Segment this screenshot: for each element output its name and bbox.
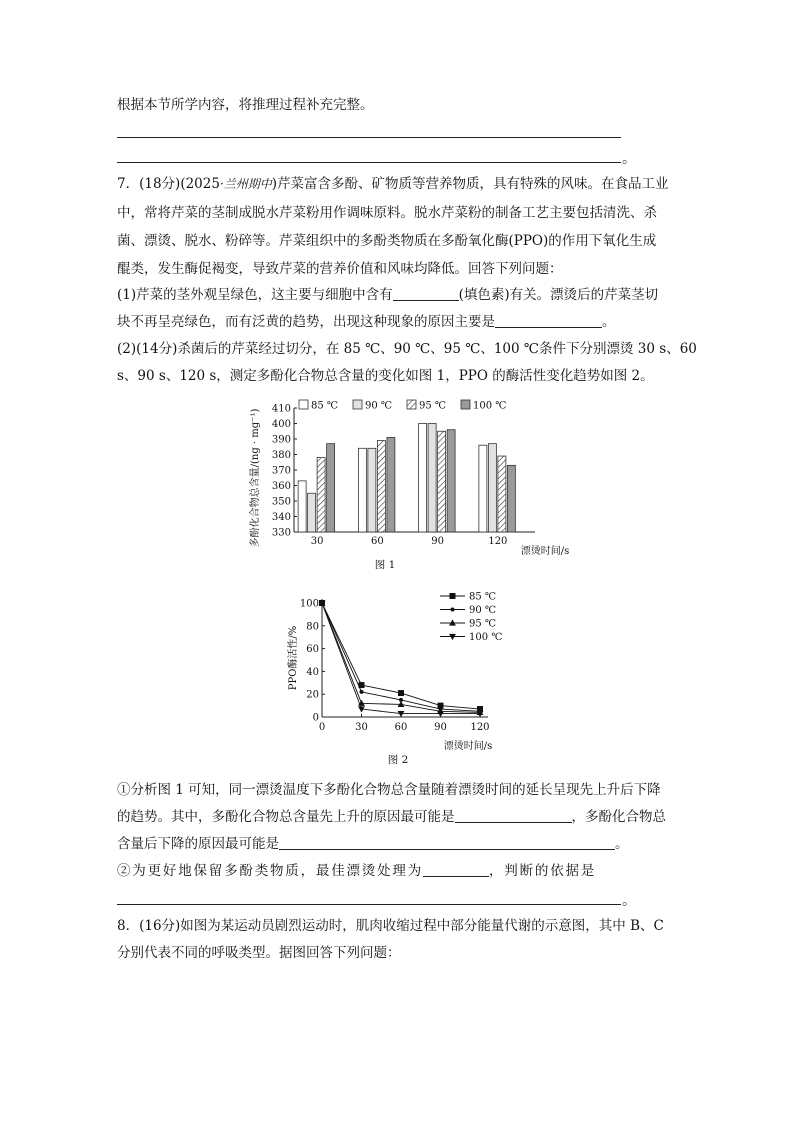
bar-85C-120s: [479, 445, 487, 532]
y-tick-label: 350: [271, 496, 291, 508]
x-tick-label: 90: [434, 722, 447, 733]
q7-part2-line-2: s、90 s、120 s，测定多酚化合物总含量的变化如图 1，PPO 的酶活性变化趋势如图 2。: [117, 368, 654, 384]
bar-100C-120s: [507, 465, 515, 532]
bar-90C-30s: [308, 493, 316, 532]
q8-stem-line-2: 分别代表不同的呼吸类型。据图回答下列问题：: [117, 945, 401, 961]
figure-2-line-chart: [283, 583, 533, 765]
q7-stem-line-3: 菌、漂烫、脱水、粉碎等。芹菜组织中的多酚类物质在多酚氧化酶(PPO)的作用下氧化生成: [117, 233, 657, 249]
y-tick-label: 380: [271, 450, 291, 461]
y-tick-label: 330: [271, 527, 291, 539]
x-axis-label: 漂烫时间/s: [520, 546, 570, 557]
y-axis-label: PPO酶活性/%: [288, 625, 299, 691]
y-tick-label: 370: [271, 465, 291, 477]
x-tick-label: 60: [394, 722, 408, 733]
answer-blank[interactable]: [393, 286, 459, 301]
q7-part2-line-1: (2)(14分)杀菌后的芹菜经过切分，在 85 ℃、90 ℃、95 ℃、100 ℃条件下分别漂烫 30 s、60: [117, 341, 697, 357]
legend-label: 100 ℃: [469, 632, 503, 643]
figure-caption: 图 2: [387, 754, 409, 765]
q7-stem-line-1: 7．(18分)(2025·兰州期中)芹菜富含多酚、矿物质等营养物质，具有特殊的风味。在食品工业: [117, 176, 669, 192]
legend-label: 85 ℃: [469, 591, 497, 603]
period: 。: [622, 893, 636, 909]
q7-sub1-line-2: 的趋势。其中，多酚化合物总含量先上升的原因最可能是 ，多酚化合物总: [117, 809, 666, 825]
legend-swatch: [461, 400, 470, 409]
bar-90C-90s: [428, 424, 436, 533]
bar-95C-90s: [438, 431, 446, 532]
q7-part1-line-1: (1)芹菜的茎外观呈绿色，这主要与细胞中含有 (填色素)有关。漂烫后的芹菜茎切: [117, 287, 659, 303]
x-tick-label: 120: [488, 536, 508, 547]
y-tick-label: 0: [312, 712, 319, 724]
legend-swatch: [353, 400, 362, 409]
q7-part1-line-2: 块不再呈亮绿色，而有泛黄的趋势，出现这种现象的原因主要是 。: [117, 314, 616, 330]
answer-blank[interactable]: [423, 862, 489, 877]
bar-85C-30s: [298, 481, 306, 532]
bar-90C-120s: [488, 444, 496, 532]
q7-sub2-line-1: ②为更好地保留多酚类物质，最佳漂烫处理为 ，判断的依据是: [117, 863, 597, 879]
question-number: 7．: [117, 176, 140, 192]
q7-stem-line-4: 醌类，发生酶促褐变，导致芹菜的营养价值和风味均降低。回答下列问题：: [117, 261, 563, 277]
legend-marker: [450, 593, 456, 599]
legend-label: 95 ℃: [419, 400, 447, 412]
x-tick-label: 0: [318, 722, 326, 733]
legend-marker: [451, 608, 455, 612]
legend-label: 100 ℃: [473, 400, 507, 412]
legend-label: 90 ℃: [469, 605, 497, 616]
x-tick-label: 60: [371, 536, 384, 547]
legend-swatch: [299, 400, 308, 409]
figure-1-bar-chart: [245, 392, 575, 572]
x-tick-label: 30: [310, 536, 324, 547]
y-axis-label: 多酚化合物总含量/(ng · mg⁻¹): [250, 408, 261, 548]
figure-caption: 图 1: [374, 559, 396, 571]
score: (18分): [139, 176, 181, 192]
bar-100C-60s: [387, 437, 395, 532]
y-tick-label: 20: [306, 689, 319, 701]
x-tick-label: 120: [470, 722, 490, 733]
y-tick-label: 410: [271, 403, 291, 415]
answer-line[interactable]: [117, 904, 621, 905]
bar-95C-60s: [377, 441, 385, 532]
y-tick-label: 400: [271, 419, 291, 430]
q8-stem-line-1: 8．(16分)如图为某运动员剧烈运动时，肌肉收缩过程中部分能量代谢的示意图，其中 B、C: [117, 918, 664, 934]
y-tick-label: 360: [271, 481, 291, 492]
y-tick-label: 390: [271, 434, 291, 446]
q7-sub1-line-3: 含量后下降的原因最可能是 。: [117, 836, 629, 852]
legend-swatch: [407, 400, 416, 409]
point-100C-90s: [437, 711, 444, 717]
source-tag: (2025·兰州期中): [180, 176, 278, 192]
bar-90C-60s: [368, 448, 376, 532]
legend-label: 90 ℃: [365, 400, 393, 412]
bar-85C-90s: [419, 424, 427, 533]
answer-blank[interactable]: [495, 313, 602, 328]
intro-text: 根据本节所学内容，将推理过程补充完整。: [117, 97, 374, 113]
answer-blank[interactable]: [279, 835, 615, 850]
answer-line[interactable]: [117, 162, 621, 163]
point-90C-30s: [360, 690, 364, 694]
legend-label: 85 ℃: [311, 400, 339, 412]
legend-marker: [449, 634, 456, 640]
y-tick-label: 340: [271, 512, 291, 523]
legend-marker: [449, 619, 456, 625]
bar-95C-30s: [317, 458, 325, 532]
bar-100C-30s: [327, 444, 335, 532]
x-tick-label: 30: [355, 722, 368, 733]
period: 。: [622, 151, 636, 167]
answer-line[interactable]: [117, 137, 621, 138]
series-line-100C: [322, 603, 480, 714]
y-tick-label: 80: [306, 621, 319, 633]
y-tick-label: 40: [306, 666, 319, 678]
x-axis-label: 漂烫时间/s: [443, 741, 493, 752]
y-tick-label: 60: [306, 644, 319, 656]
x-tick-label: 90: [431, 536, 444, 547]
point-85C-60s: [398, 690, 404, 696]
bar-85C-60s: [358, 448, 366, 532]
y-tick-label: 100: [299, 598, 319, 610]
q7-sub1-line-1: ①分析图 1 可知，同一漂烫温度下多酚化合物总含量随着漂烫时间的延长呈现先上升后下降: [117, 782, 661, 798]
point-100C-60s: [398, 711, 405, 717]
bar-95C-120s: [498, 456, 506, 532]
legend-label: 95 ℃: [469, 618, 497, 630]
answer-blank[interactable]: [455, 808, 572, 823]
bar-100C-90s: [447, 430, 455, 532]
q7-stem-line-2: 中，常将芹菜的茎制成脱水芹菜粉用作调味原料。脱水芹菜粉的制备工艺主要包括清洗、杀: [117, 205, 657, 221]
